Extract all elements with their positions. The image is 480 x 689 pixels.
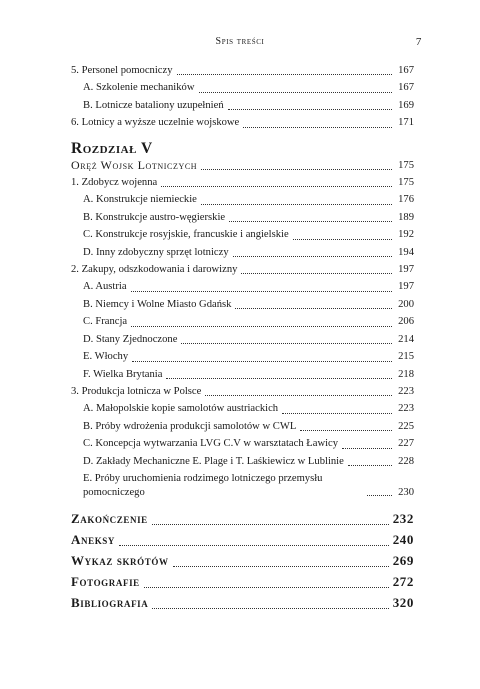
toc-entry-page: 200 <box>398 298 414 310</box>
toc-entry-label: 6. Lotnicy a wyższe uczelnie wojskowe <box>71 117 240 129</box>
toc-entry-page: 223 <box>398 403 414 415</box>
dot-leader <box>205 394 392 396</box>
toc-entry-label: B. Niemcy i Wolne Miasto Gdańsk <box>83 298 232 310</box>
toc-section-label: Aneksy <box>71 531 115 547</box>
toc-entry-3a[interactable] <box>71 400 414 417</box>
toc-entry-page: 269 <box>392 552 414 568</box>
toc-entry-page: 206 <box>398 316 414 328</box>
toc-entry-label: 3. Produkcja lotnicza w Polsce <box>71 385 202 397</box>
dot-leader <box>300 429 392 431</box>
toc-section-label: Bibliografia <box>71 594 149 610</box>
toc-entry-page: 189 <box>398 211 414 223</box>
toc-entry-page: 167 <box>398 82 414 94</box>
toc-entry-6[interactable] <box>71 114 414 131</box>
toc-entry-page: 225 <box>398 420 414 432</box>
toc-entry-page: 320 <box>392 594 414 610</box>
toc-entry-2d[interactable] <box>71 331 414 348</box>
running-header-title: Spis treści <box>215 36 265 47</box>
dot-leader <box>181 342 392 344</box>
dot-leader <box>166 377 392 379</box>
toc-entry-1a[interactable] <box>71 191 414 208</box>
running-header <box>0 36 480 50</box>
dot-leader <box>228 108 392 110</box>
toc-entry-label: A. Małopolskie kopie samolotów austriackich <box>83 403 279 415</box>
toc-entry-2c[interactable] <box>71 313 414 330</box>
toc-entry-2a[interactable] <box>71 278 414 295</box>
toc-section-label: Wykaz skrótów <box>71 552 169 568</box>
toc-entry-label: D. Stany Zjednoczone <box>83 333 178 345</box>
toc-entry-2e[interactable] <box>71 348 414 365</box>
toc-entry-label: A. Austria <box>83 281 127 293</box>
dot-leader <box>173 565 389 567</box>
table-of-contents <box>71 62 414 613</box>
page-number: 7 <box>415 36 422 48</box>
toc-entry-1[interactable] <box>71 174 414 191</box>
toc-entry-3b[interactable] <box>71 418 414 435</box>
toc-entry-label: A. Szkolenie mechaników <box>83 82 195 94</box>
dot-leader <box>131 290 392 292</box>
toc-entry-page: 232 <box>392 510 414 526</box>
toc-entry-page: 230 <box>398 486 414 498</box>
chapter-subtitle-label: Oręż Wojsk Lotniczych <box>71 157 198 172</box>
toc-entry-page: 228 <box>398 455 414 467</box>
toc-section-zakonczenie[interactable] <box>71 508 414 529</box>
toc-entry-page: 218 <box>398 368 414 380</box>
dot-leader <box>229 220 392 222</box>
toc-entry-page: 272 <box>392 573 414 589</box>
toc-entry-page: 167 <box>398 65 414 76</box>
dot-leader <box>152 523 389 525</box>
toc-entry-page: 215 <box>398 351 414 363</box>
toc-entry-page: 240 <box>392 531 414 547</box>
toc-entry-page: 194 <box>398 246 414 258</box>
toc-entry-page: 176 <box>398 194 414 206</box>
toc-entry-2[interactable] <box>71 261 414 278</box>
toc-entry-label: D. Inny zdobyczny sprzęt lotniczy <box>83 246 229 258</box>
toc-entry-page: 175 <box>398 159 414 171</box>
chapter-title: Rozdział V <box>71 139 153 157</box>
toc-section-aneksy[interactable] <box>71 529 414 550</box>
dot-leader <box>241 272 392 274</box>
dot-leader <box>282 412 392 414</box>
toc-section-label: Zakończenie <box>71 510 148 526</box>
dot-leader <box>233 255 392 257</box>
toc-entry-label: B. Lotnicze bataliony uzupełnień <box>83 99 224 111</box>
toc-entry-page: 214 <box>398 333 414 345</box>
toc-entry-page: 171 <box>398 117 414 129</box>
toc-entry-3[interactable] <box>71 383 414 400</box>
toc-entry-label: E. Włochy <box>83 351 129 363</box>
toc-entry-label: F. Wielka Brytania <box>83 368 163 380</box>
dot-leader <box>243 126 392 128</box>
dot-leader <box>161 185 392 187</box>
dot-leader <box>293 238 392 240</box>
toc-entry-5b[interactable] <box>71 97 414 114</box>
toc-entry-label: 5. Personel pomocniczy <box>71 65 173 76</box>
toc-entry-label: 1. Zdobycz wojenna <box>71 177 158 189</box>
chapter-subtitle[interactable] <box>71 157 414 174</box>
toc-entry-page: 197 <box>398 264 414 276</box>
toc-section-fotografie[interactable] <box>71 571 414 592</box>
toc-entry-2b[interactable] <box>71 296 414 313</box>
toc-entry-1d[interactable] <box>71 244 414 261</box>
dot-leader <box>201 168 392 170</box>
toc-entry-page: 197 <box>398 281 414 293</box>
toc-section-label: Fotografie <box>71 573 140 589</box>
toc-entry-label: C. Francja <box>83 316 128 328</box>
toc-entry-3e[interactable] <box>71 470 414 502</box>
toc-entry-2f[interactable] <box>71 366 414 383</box>
toc-entry-1c[interactable] <box>71 226 414 243</box>
toc-entry-label: C. Koncepcja wytwarzania LVG C.V w warsztatach Ławicy <box>83 438 339 450</box>
toc-entry-label: B. Konstrukcje austro-węgierskie <box>83 211 226 223</box>
dot-leader <box>235 307 392 309</box>
dot-leader <box>201 203 392 205</box>
dot-leader <box>131 325 392 327</box>
dot-leader <box>119 544 389 546</box>
toc-entry-label: D. Zakłady Mechaniczne E. Plage i T. Laśkiewicz w Lublinie <box>83 455 344 467</box>
toc-entry-page: 223 <box>398 385 414 397</box>
toc-entry-label: A. Konstrukcje niemieckie <box>83 194 197 206</box>
dot-leader <box>199 91 393 93</box>
dot-leader <box>367 494 392 496</box>
toc-entry-label: C. Konstrukcje rosyjskie, francuskie i angielskie <box>83 229 289 241</box>
dot-leader <box>342 447 392 449</box>
toc-entry-3c[interactable] <box>71 435 414 452</box>
toc-entry-page: 192 <box>398 229 414 241</box>
dot-leader <box>144 586 389 588</box>
toc-section-wykaz-skrotow[interactable] <box>71 550 414 571</box>
toc-entry-label: 2. Zakupy, odszkodowania i darowizny <box>71 264 238 276</box>
toc-entry-label: E. Próby uruchomienia rodzimego lotniczego przemysłu pomocniczego <box>83 472 323 498</box>
toc-entry-5a[interactable] <box>71 79 414 96</box>
dot-leader <box>152 607 388 609</box>
toc-entry-3d[interactable] <box>71 453 414 470</box>
toc-entry-5[interactable] <box>71 62 414 79</box>
dot-leader <box>132 360 392 362</box>
toc-entry-1b[interactable] <box>71 209 414 226</box>
toc-entry-page: 169 <box>398 99 414 111</box>
toc-section-bibliografia[interactable] <box>71 592 414 613</box>
dot-leader <box>348 464 392 466</box>
toc-entry-page: 175 <box>398 177 414 189</box>
dot-leader <box>177 73 393 75</box>
toc-entry-label: B. Próby wdrożenia produkcji samolotów w CWL <box>83 420 297 432</box>
toc-entry-page: 227 <box>398 438 414 450</box>
